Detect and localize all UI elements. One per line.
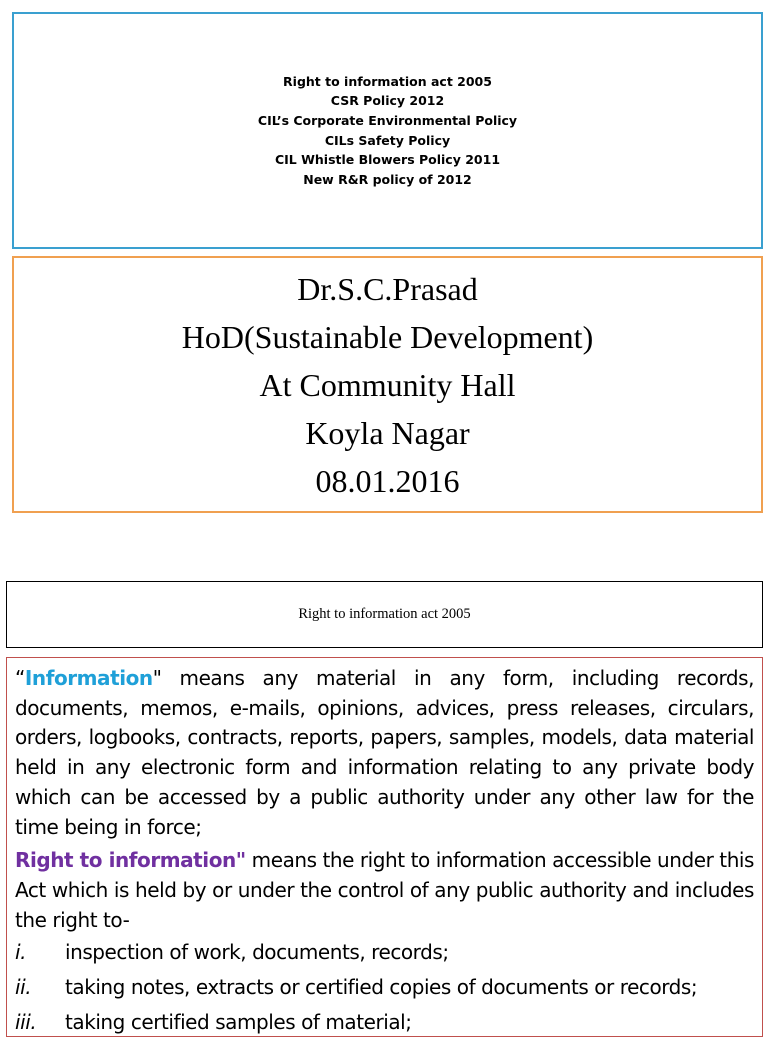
event-place: Koyla Nagar: [305, 414, 470, 451]
list-item: [15, 935, 754, 970]
definitions-box: [6, 657, 763, 1037]
information-definition: [15, 664, 754, 842]
rti-text: means the right to information accessible under this Act which is held by or under the control of any public authority and includes the right to-: [15, 848, 754, 932]
information-text: means any material in any form, including records, documents, memos, e-mails, opinions, advices, press releases, circulars, orders, logbooks, contracts, reports, papers, samples, models, data material held in any electronic form and information relating to any private body which can be accessed by a public authority under any other law for the time being in force;: [15, 666, 754, 839]
event-date: 08.01.2016: [315, 462, 460, 499]
event-venue: At Community Hall: [259, 366, 516, 403]
policy-titles-box: [12, 12, 763, 249]
list-text: taking certified samples of material;: [65, 1010, 412, 1035]
list-number: i.: [15, 940, 27, 965]
speaker-name: Dr.S.C.Prasad: [297, 270, 478, 307]
policy-title: CIL’s Corporate Environmental Policy: [257, 112, 518, 128]
list-text: inspection of work, documents, records;: [65, 940, 449, 965]
rti-definition: [15, 846, 754, 935]
speaker-box: [12, 256, 763, 513]
open-quote: “: [15, 666, 25, 690]
speaker-role: HoD(Sustainable Development): [181, 318, 594, 355]
list-item: [15, 1005, 754, 1037]
section-heading-box: [6, 581, 763, 648]
information-term: Information: [24, 666, 153, 690]
list-number: iii.: [15, 1010, 37, 1035]
rti-term: Right to information": [15, 848, 246, 873]
section-heading: Right to information act 2005: [298, 606, 471, 622]
list-text: taking notes, extracts or certified copies of documents or records;: [65, 975, 698, 1000]
policy-title: CILs Safety Policy: [324, 132, 451, 148]
close-quote: ": [152, 666, 162, 690]
policy-title: CSR Policy 2012: [330, 93, 445, 109]
policy-title: CIL Whistle Blowers Policy 2011: [274, 152, 501, 168]
policy-title: New R&R policy of 2012: [303, 171, 472, 187]
list-number: ii.: [15, 975, 32, 1000]
list-item: [15, 970, 754, 1005]
policy-title: Right to information act 2005: [283, 73, 492, 89]
